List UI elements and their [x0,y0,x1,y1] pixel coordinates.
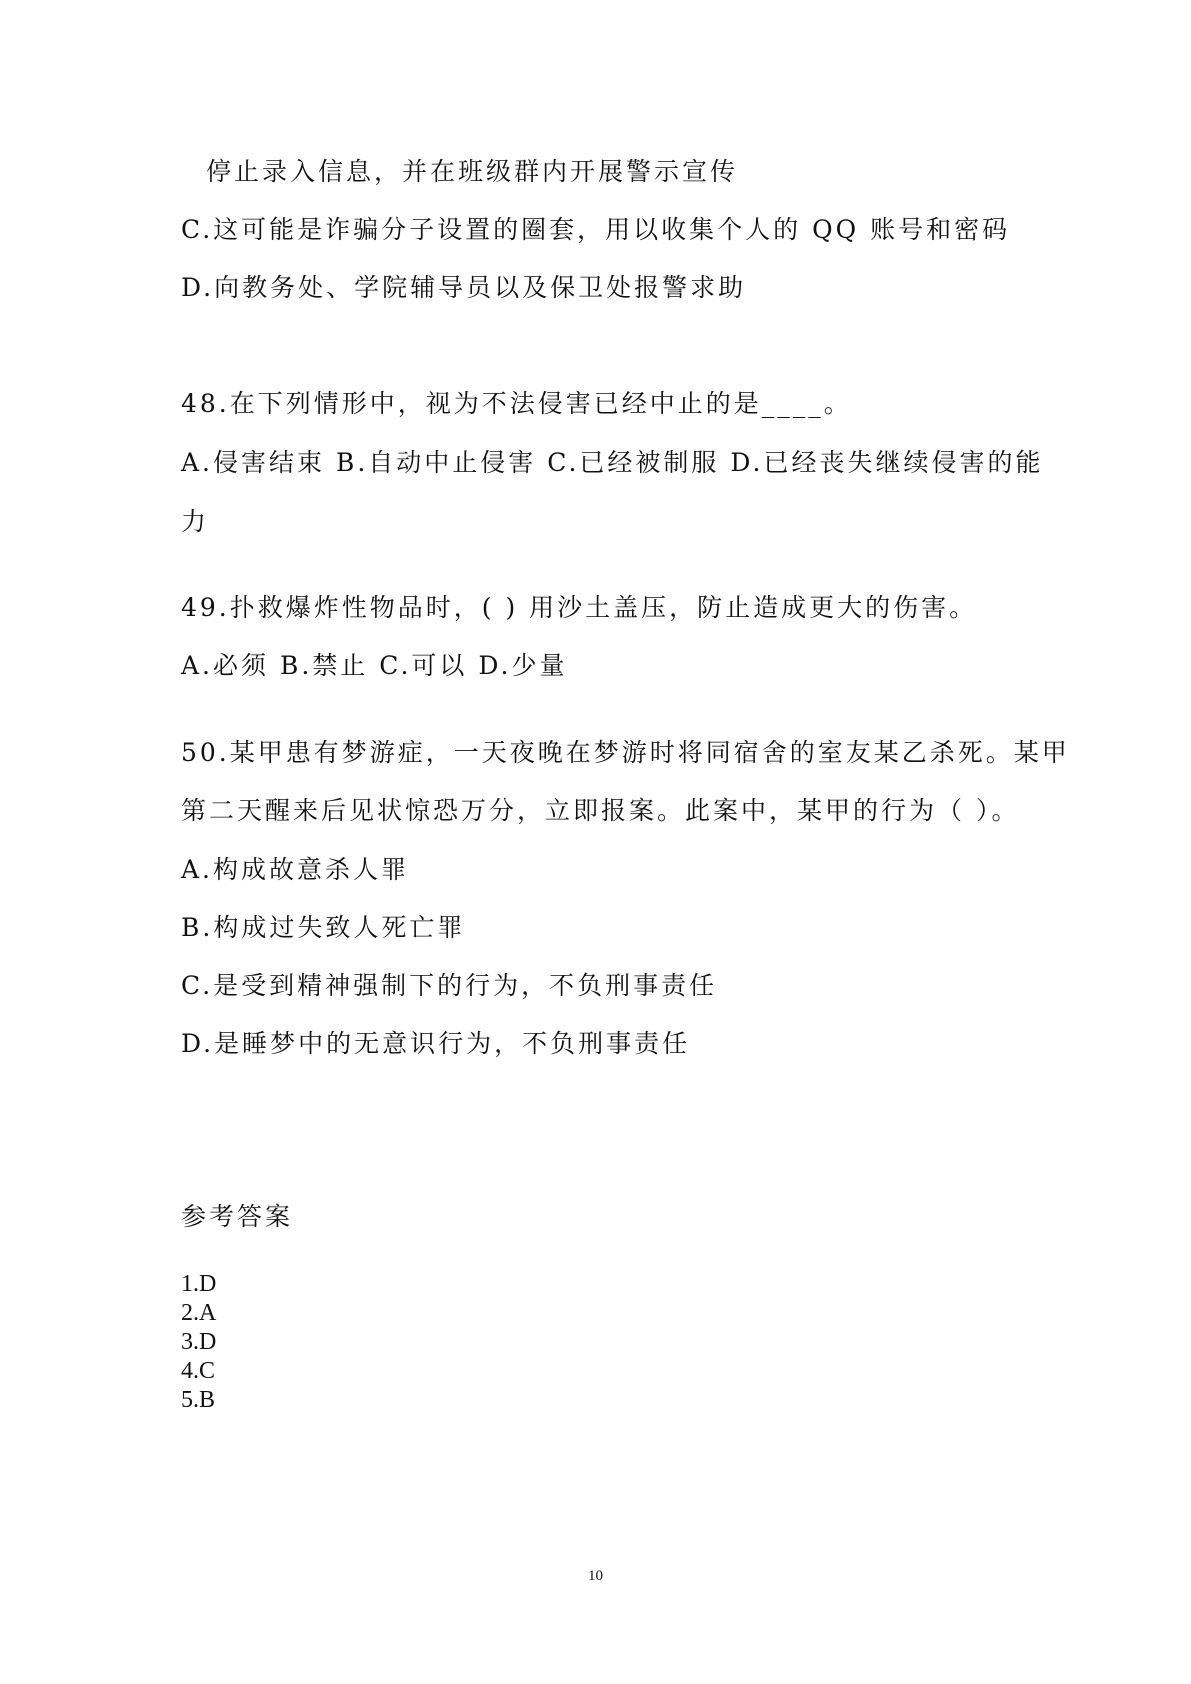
question-50-option-d: D.是睡梦中的无意识行为，不负刑事责任 [181,1029,691,1058]
answer-item: 3.D [181,1329,217,1355]
question-50-option-b: B.构成过失致人死亡罪 [181,913,466,942]
answer-item: 1.D [181,1271,217,1297]
question-50-line-2: 第二天醒来后见状惊恐万分，立即报案。此案中，某甲的行为（ ）。 [181,796,1020,825]
question-50-option-a: A.构成故意杀人罪 [181,855,410,884]
question-48-options-continued: 力 [181,507,210,536]
previous-question-option-b-continued: 停止录入信息，并在班级群内开展警示宣传 [206,157,739,186]
answer-item: 2.A [181,1300,217,1326]
answer-item: 4.C [181,1358,216,1384]
question-48: 48.在下列情形中，视为不法侵害已经中止的是____。 [181,389,852,418]
question-50-line-1: 50.某甲患有梦游症，一天夜晚在梦游时将同宿舍的室友某乙杀死。某甲 [181,738,1070,767]
question-50-option-c: C.是受到精神强制下的行为，不负刑事责任 [181,971,718,1000]
answer-item: 5.B [181,1387,216,1413]
question-49-options: A.必须 B.禁止 C.可以 D.少量 [181,651,568,680]
question-49: 49.扑救爆炸性物品时，( ) 用沙土盖压，防止造成更大的伤害。 [181,593,978,622]
answers-heading: 参考答案 [181,1202,294,1231]
page-number: 10 [588,1568,603,1584]
previous-question-option-d: D.向教务处、学院辅导员以及保卫处报警求助 [181,273,747,302]
previous-question-option-c: C.这可能是诈骗分子设置的圈套，用以收集个人的 QQ 账号和密码 [181,215,1011,244]
question-48-options: A.侵害结束 B.自动中止侵害 C.已经被制服 D.已经丧失继续侵害的能 [181,448,1044,477]
